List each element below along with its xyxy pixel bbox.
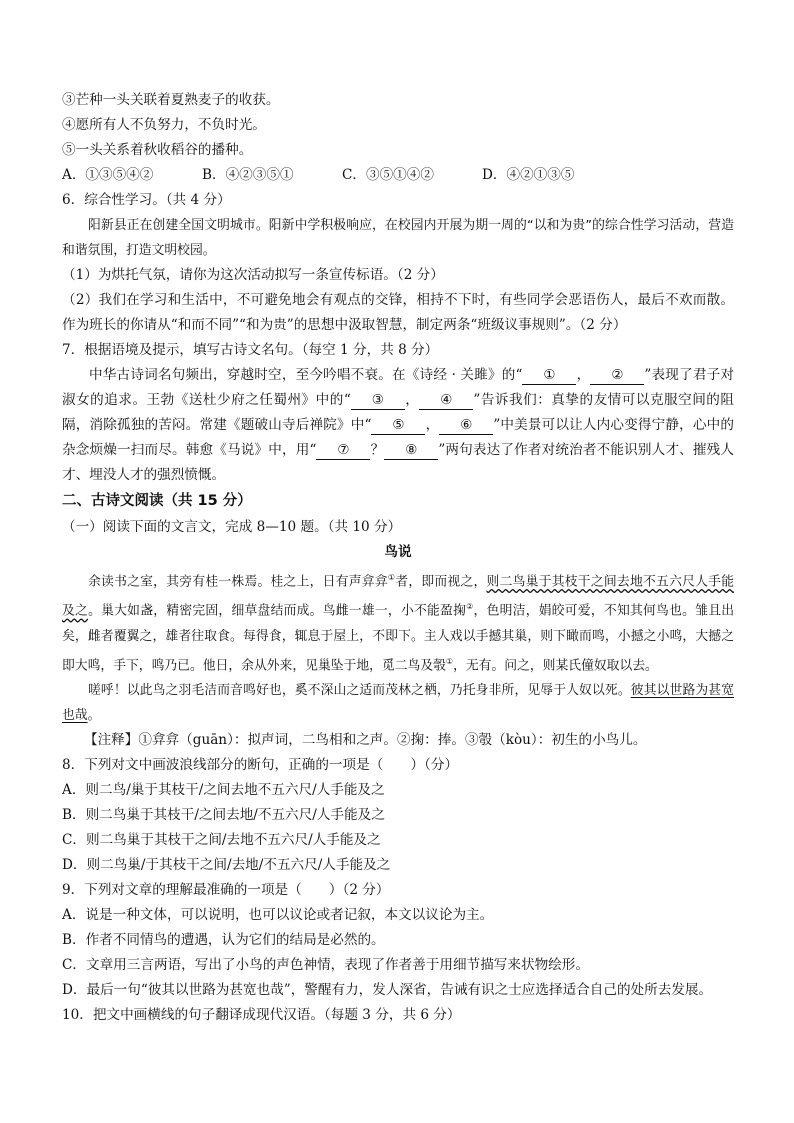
q6-material: 阳新县正在创建全国文明城市。阳新中学积极响应，在校园内开展为期一周的“以和为贵”的综合性学习活动，营造和谐氛围，打造文明校园。 bbox=[62, 218, 734, 258]
q7-comma-1: ， bbox=[576, 367, 591, 383]
q7-title: 7．根据语境及提示，填写古诗文名句。（每空 1 分，共 8 分） bbox=[62, 342, 439, 358]
q5-option-a: A．①③⑤④② bbox=[62, 167, 154, 183]
q8-option-d[interactable]: D．则二鸟巢/于其枝干之间/去地/不五六尺/人手能及之 bbox=[62, 856, 391, 873]
q7-blank-8[interactable]: ⑧ bbox=[384, 442, 438, 460]
passage-text: 余读书之室，其旁有桂一株焉。桂之上，日有声弇弇 bbox=[88, 574, 388, 590]
q8-title: 8．下列对文中画波浪线部分的断句，正确的一项是（ ）（分） bbox=[62, 756, 459, 773]
q7-text-5: ”两句表达了作者对统治者不能识别人才、摧残人才、埋没人才的强烈愤慨。 bbox=[62, 442, 734, 483]
q10-title: 10．把文中画横线的句子翻译成现代汉语。（每题 3 分，共 6 分） bbox=[62, 1006, 461, 1023]
q9-option-a[interactable]: A．说是一种文体，可以说明，也可以议论或者记叙，本文以议论为主。 bbox=[62, 906, 494, 923]
note-mark-1: ① bbox=[387, 573, 396, 582]
q9-title: 9．下列对文章的理解最准确的一项是（ ）（2 分） bbox=[62, 881, 390, 898]
passage-paragraph-2 bbox=[62, 678, 734, 728]
q7-text-4: ”中美景可以让人内心变得宁静，心中的杂念烦燥一扫而尽。韩愈《马说》中，用“ bbox=[62, 417, 735, 458]
q9-option-c[interactable]: C．文章用三言两语，写出了小鸟的声色神情，表现了作者善于用细节描写来状物绘形。 bbox=[62, 956, 589, 973]
passage-text: 。巢大如盏，精密完固，细草盘结而成。鸟雌一雄一，小不能盈掬 bbox=[88, 603, 467, 619]
passage-text: 嗟呼！以此鸟之羽毛洁而音鸣好也，奚不深山之适而茂林之栖，乃托身非所，见辱于人奴以死。 bbox=[88, 682, 631, 698]
q7-blank-7[interactable]: ⑦ bbox=[316, 442, 370, 460]
q5-options bbox=[62, 163, 734, 188]
q7-blank-6[interactable]: ⑥ bbox=[439, 417, 493, 435]
q6-sub1: （1）为烘托气氛，请你为这次活动拟写一条宣传标语。（2 分） bbox=[62, 267, 444, 283]
sentence-item-3: ③芒种一头关联着夏熟麦子的收获。 bbox=[62, 92, 280, 108]
q7-blank-1[interactable]: ① bbox=[522, 367, 576, 385]
q7-text-3: ”告诉我们：真挚的友情可以克服空间的阻隔，消除孤独的苦闷。常建《题破山寺后禅院》中“ bbox=[62, 392, 734, 433]
passage-text: 者，即而视之， bbox=[395, 574, 487, 590]
q8-option-c[interactable]: C．则二鸟巢于其枝干之间/去地不五六尺/人手能及之 bbox=[62, 831, 381, 848]
q8-option-b[interactable]: B．则二鸟巢于其枝干/之间去地/不五六尺/人手能及之 bbox=[62, 806, 385, 823]
sentence-item-4: ④愿所有人不负努力，不负时光。 bbox=[62, 117, 266, 133]
passage-text: 。 bbox=[87, 707, 101, 723]
q9-option-d[interactable]: D．最后一句“彼其以世路为甚宽也哉”，警醒有力，发人深省，告诫有识之士应选择适合自己的处所去发展。 bbox=[62, 981, 713, 998]
q7-blank-5[interactable]: ⑤ bbox=[371, 417, 425, 435]
part-1-heading: （一）阅读下面的文言文，完成 8—10 题。（共 10 分） bbox=[62, 519, 402, 535]
q6-title: 6．综合性学习。（共 4 分） bbox=[62, 192, 231, 208]
q8-option-a[interactable]: A．则二鸟/巢于其枝干/之间去地不五六尺/人手能及之 bbox=[62, 781, 385, 798]
q7-text-2: ”表现了君子对淑女的追求。王勃《送杜少府之任蜀州》中的“ bbox=[62, 367, 734, 408]
q7-question-mark: ？ bbox=[370, 442, 385, 458]
q7-comma-3: ， bbox=[425, 417, 440, 433]
q5-option-b: B．④②③⑤① bbox=[202, 167, 294, 183]
section-2-heading: 二、古诗文阅读（共 15 分） bbox=[62, 493, 252, 509]
passage-text: ，无有。问之，则某氏僮奴取以去。 bbox=[453, 657, 658, 673]
note-mark-2: ② bbox=[466, 602, 474, 612]
wavy-underlined-phrase: 则二鸟巢于其枝干之间去地不五六尺人手能及之 bbox=[62, 574, 735, 619]
sentence-item-5: ⑤一头关系着秋收稻谷的播种。 bbox=[62, 142, 253, 158]
annotation: 【注释】①弇弇（guān）：拟声词，二鸟相和之声。②掬：捧。③彀（kòu）：初生的小鸟儿。 bbox=[84, 731, 647, 748]
q7-body bbox=[62, 363, 734, 488]
q5-option-c: C．③⑤①④② bbox=[342, 167, 434, 183]
q9-option-b[interactable]: B．作者不同情鸟的遭遇，认为它们的结局是必然的。 bbox=[62, 931, 385, 948]
passage-paragraph-1 bbox=[62, 565, 734, 678]
q7-text-1: 中华古诗词名句频出，穿越时空，至今吟唱不衰。在《诗经 · 关雎》的“ bbox=[89, 367, 523, 383]
q7-comma-2: ， bbox=[404, 392, 420, 408]
q7-blank-3[interactable]: ③ bbox=[351, 392, 405, 410]
exam-page bbox=[62, 88, 734, 1028]
q7-blank-4[interactable]: ④ bbox=[419, 392, 473, 410]
q6-sub2: （2）我们在学习和生活中，不可避免地会有观点的交锋，相持不下时，有些同学会恶语伤人，最后不欢而散。作为班长的你请从“和而不同”“和为贵”的思想中汲取智慧，制定两条“班级议事规则”。（2 分） bbox=[62, 292, 734, 333]
note-mark-3: ① bbox=[445, 656, 454, 666]
underlined-sentence: 彼其以世路为甚宽也哉 bbox=[62, 682, 735, 723]
passage-text: ，色明洁，娟皎可爱，不知其何鸟也。雏且出矣，雌者覆翼之，雄者往取食。每得食，辄息于屋上，不即下。主人戏以手撼其巢，则下瞰而鸣，小撼之小鸣，大撼之即大鸣，手下，鸣乃已。他日，余从外来，见巢坠于地，觅二鸟及彀 bbox=[62, 603, 735, 673]
q5-option-d: D．④②①③⑤ bbox=[482, 167, 575, 183]
q7-blank-2[interactable]: ② bbox=[590, 367, 644, 385]
passage-title: 鸟说 bbox=[384, 544, 412, 560]
